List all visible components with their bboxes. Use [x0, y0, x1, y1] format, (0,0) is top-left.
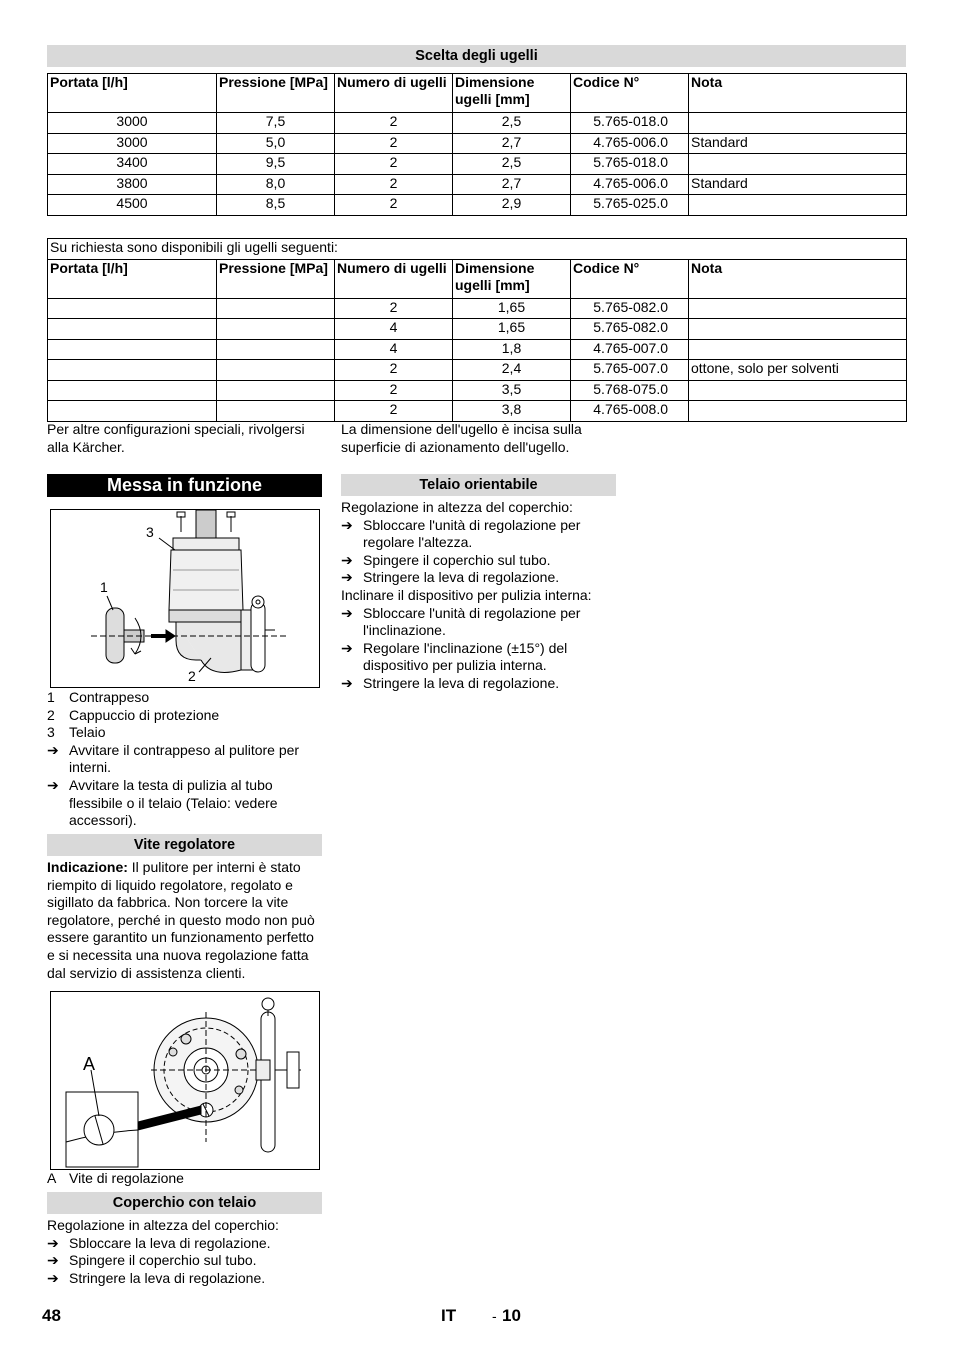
arrow-icon: ➔ — [341, 674, 353, 691]
fig-label-1: 1 — [100, 579, 108, 595]
arrow-icon: ➔ — [47, 1234, 59, 1251]
footer-separator: - — [492, 1308, 497, 1324]
section-title-vite: Vite regolatore — [47, 834, 322, 856]
cell: 2 — [335, 380, 453, 401]
cell — [48, 401, 217, 422]
arrow-icon: ➔ — [341, 551, 353, 568]
section-title-coperchio: Coperchio con telaio — [47, 1192, 322, 1214]
cell — [217, 339, 335, 360]
cell — [689, 401, 907, 422]
cell: 2 — [335, 113, 453, 134]
header-cell: Nota — [689, 259, 907, 298]
figure-regulator-screw — [50, 991, 320, 1170]
step-item: ➔ Sbloccare l'unità di regolazione per l'inclinazione. — [341, 604, 581, 639]
cell: 4 — [335, 319, 453, 340]
optional-nozzle-table — [47, 238, 907, 422]
language-code: IT — [441, 1306, 457, 1325]
cell: 8,0 — [217, 174, 335, 195]
arrow-icon: ➔ — [341, 516, 353, 533]
cell: 5.765-082.0 — [571, 319, 689, 340]
cell: 4.765-006.0 — [571, 133, 689, 154]
cell: 3000 — [48, 133, 217, 154]
fig-label-3: 3 — [146, 524, 154, 540]
table-row — [48, 154, 907, 175]
step-item: ➔ Stringere la leva di regolazione. — [341, 674, 560, 691]
cell — [689, 113, 907, 134]
table1-title: Scelta degli ugelli — [47, 45, 906, 67]
note-special-config: Per altre configurazioni speciali, rivolgersi alla Kärcher. — [47, 421, 305, 455]
header-cell: Codice N° — [571, 74, 689, 113]
cell — [689, 319, 907, 340]
legend-item: A Vite di regolazione — [47, 1170, 184, 1186]
table-row — [48, 401, 907, 422]
table-row — [48, 339, 907, 360]
header-cell: Nota — [689, 74, 907, 113]
arrow-icon: ➔ — [47, 1269, 59, 1286]
cell — [48, 339, 217, 360]
cell: 2,9 — [453, 195, 571, 216]
cell: 3400 — [48, 154, 217, 175]
nozzle-table — [47, 73, 907, 216]
table-row — [48, 113, 907, 134]
cell — [217, 380, 335, 401]
fig-label-a: A — [83, 1054, 96, 1074]
step-item: ➔ Stringere la leva di regolazione. — [47, 1269, 266, 1286]
page-number: 48 — [42, 1306, 61, 1325]
step-item: ➔ Spingere il coperchio sul tubo. — [341, 551, 551, 568]
cell: 5.768-075.0 — [571, 380, 689, 401]
table2-caption: Su richiesta sono disponibili gli ugelli seguenti: — [48, 239, 907, 260]
arrow-icon: ➔ — [47, 1252, 59, 1269]
telaio-intro-height: Regolazione in altezza del coperchio: — [341, 499, 573, 515]
cell: 2 — [335, 360, 453, 381]
cell: 3,5 — [453, 380, 571, 401]
cell: 2,4 — [453, 360, 571, 381]
cell — [689, 195, 907, 216]
cell: 2,7 — [453, 133, 571, 154]
cell: 5.765-007.0 — [571, 360, 689, 381]
table-row — [48, 360, 907, 381]
step-item: ➔ Stringere la leva di regolazione. — [341, 569, 560, 586]
cell: 2 — [335, 401, 453, 422]
step-item: ➔ Avvitare la testa di pulizia al tubo flessibile o il telaio (Telaio: vedere accessori). — [47, 776, 278, 829]
cell — [689, 339, 907, 360]
cell: Standard — [689, 133, 907, 154]
cell: 3,8 — [453, 401, 571, 422]
arrow-icon: ➔ — [47, 776, 59, 793]
table-row — [48, 174, 907, 195]
header-cell: Pressione [MPa] — [217, 259, 335, 298]
coperchio-intro: Regolazione in altezza del coperchio: — [47, 1217, 279, 1233]
cell: 2,5 — [453, 154, 571, 175]
table-row — [48, 380, 907, 401]
step-item: ➔ Regolare l'inclinazione (±15°) del dispositivo per pulizia interna. — [341, 639, 568, 674]
cell — [217, 319, 335, 340]
cell: 2 — [335, 195, 453, 216]
cell: 4 — [335, 339, 453, 360]
cell: 8,5 — [217, 195, 335, 216]
cell: 2 — [335, 174, 453, 195]
header-cell: Portata [l/h] — [48, 259, 217, 298]
cell: 4500 — [48, 195, 217, 216]
header-cell: Portata [l/h] — [48, 74, 217, 113]
figure-cleaner-head — [50, 509, 320, 688]
table-row — [48, 319, 907, 340]
cell — [217, 360, 335, 381]
cell — [48, 360, 217, 381]
cell: 4.765-006.0 — [571, 174, 689, 195]
section-page-number: 10 — [502, 1306, 521, 1325]
cell: 3000 — [48, 113, 217, 134]
table-header-row — [48, 74, 907, 113]
fig-label-2: 2 — [188, 668, 196, 684]
vite-note: Indicazione: Il pulitore per interni è stato riempito di liquido regolatore, regolato e sigillato da fabbrica. Non torcere la vite regolatore, perché in questo modo non può essere garantito un funzionamento perfetto e si necessita una nuova regolazione fatta dal servizio di assistenza clienti. — [47, 859, 315, 981]
header-cell: Pressione [MPa] — [217, 74, 335, 113]
legend-item: 1 Contrappeso — [47, 689, 150, 705]
section-title-telaio: Telaio orientabile — [341, 474, 616, 496]
cell: 2 — [335, 154, 453, 175]
cell: 1,65 — [453, 319, 571, 340]
cell: 2 — [335, 133, 453, 154]
step-item: ➔ Avvitare il contrappeso al pulitore per interni. — [47, 741, 300, 776]
cell — [689, 298, 907, 319]
cell: 1,8 — [453, 339, 571, 360]
cell: 3800 — [48, 174, 217, 195]
cell: 2,5 — [453, 113, 571, 134]
table-header-row — [48, 259, 907, 298]
cell — [689, 380, 907, 401]
cell: 5.765-082.0 — [571, 298, 689, 319]
header-cell: Dimensione ugelli [mm] — [453, 74, 571, 113]
arrow-icon: ➔ — [341, 569, 353, 586]
table-row — [48, 298, 907, 319]
cell — [217, 401, 335, 422]
header-cell: Numero di ugelli — [335, 74, 453, 113]
cell — [48, 319, 217, 340]
cell — [48, 298, 217, 319]
cell — [689, 154, 907, 175]
arrow-icon: ➔ — [341, 639, 353, 656]
section-title-messa: Messa in funzione — [47, 474, 322, 497]
cell: 5,0 — [217, 133, 335, 154]
cell: Standard — [689, 174, 907, 195]
cell: 2,7 — [453, 174, 571, 195]
header-cell: Codice N° — [571, 259, 689, 298]
arrow-icon: ➔ — [47, 741, 59, 758]
cell: 4.765-007.0 — [571, 339, 689, 360]
step-item: ➔ Sbloccare la leva di regolazione. — [47, 1234, 271, 1251]
arrow-icon: ➔ — [341, 604, 353, 621]
cell: 5.765-018.0 — [571, 154, 689, 175]
cell: 5.765-018.0 — [571, 113, 689, 134]
legend-item: 2 Cappuccio di protezione — [47, 706, 220, 723]
cell: 4.765-008.0 — [571, 401, 689, 422]
cell: 5.765-025.0 — [571, 195, 689, 216]
cell: 7,5 — [217, 113, 335, 134]
table-row — [48, 195, 907, 216]
cell: 1,65 — [453, 298, 571, 319]
legend-item: 3 Telaio — [47, 724, 106, 741]
telaio-intro-tilt: Inclinare il dispositivo per pulizia interna: — [341, 586, 592, 603]
note-nozzle-size: La dimensione dell'ugello è incisa sulla superficie di azionamento dell'ugello. — [341, 421, 582, 455]
header-cell: Dimensione ugelli [mm] — [453, 259, 571, 298]
cell: 2 — [335, 298, 453, 319]
cell — [217, 298, 335, 319]
cell: ottone, solo per solventi — [689, 360, 907, 381]
step-item: ➔ Sbloccare l'unità di regolazione per regolare l'altezza. — [341, 516, 581, 551]
cell: 9,5 — [217, 154, 335, 175]
step-item: ➔ Spingere il coperchio sul tubo. — [47, 1252, 257, 1269]
table-row — [48, 133, 907, 154]
cell — [48, 380, 217, 401]
header-cell: Numero di ugelli — [335, 259, 453, 298]
